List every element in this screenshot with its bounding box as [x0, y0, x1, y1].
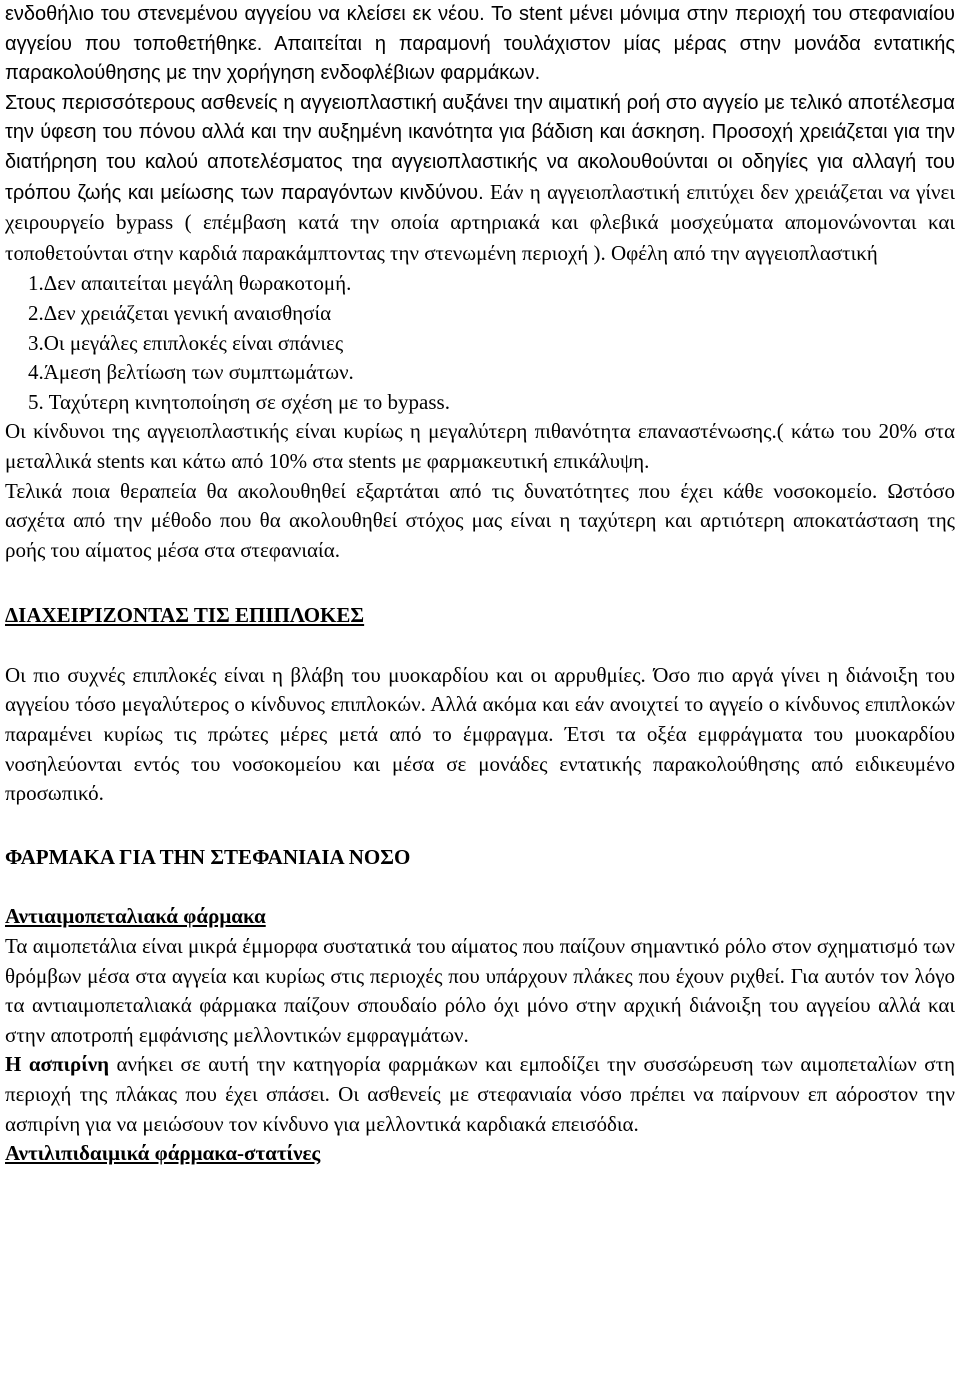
complications-paragraph: Οι πιο συχνές επιπλοκές είναι η βλάβη του μυοκαρδίου και οι αρρυθμίες. Όσο πιο αργά γίνει η διάνοιξη του αγγείου τόσο μεγαλύτερος ο κίνδυνος επιπλοκών. Αλλά ακόμα και εάν ανοιχτεί το αγγείο ο κίνδυνος επιπλοκών παραμένει κυρίως τις πρώτες μέρες μετά από το έμφραγμα. Έτσι τα οξέα εμφράγματα του μυοκαρδίου νοσηλεύονται εντός του νοσοκομείου και μέσα σε μονάδες εντατικής παρακολούθησης από ειδικευμένο προσωπικό. [5, 662, 955, 806]
complications-heading: ΔΙΑΧΕΙΡΊΖΟΝΤΑΣ ΤΙΣ ΕΠΙΠΛΟΚΕΣ [5, 603, 365, 628]
list-item: 4.Άμεση βελτίωση των συμπτωμάτων. [28, 360, 354, 385]
antiplatelet-heading: Αντιαιμοπεταλιακά φάρμακα [5, 904, 266, 929]
intro-paragraph-2 [5, 89, 955, 270]
intro-paragraph-2-text: Στους περισσότερους ασθενείς η αγγειοπλαστική αυξάνει την αιματική ροή στο αγγείο με τελικό αποτέλεσμα την ύφεση του πόνου αλλά και την αυξημένη ικανότητα για βάδιση και άσκηση. Προσοχή χρειάζεται για την διατήρηση του καλού αποτελέσματος τηα αγγειοπλαστικής να ακολουθούνται οι οδηγίες για αλλαγή του τρόπου ζωής και μείωσης των παραγόντων κινδύνου. [5, 91, 955, 204]
therapy-paragraph: Τελικά ποια θεραπεία θα ακολουθηθεί εξαρτάται από τις δυνατότητες που έχει κάθε νοσοκομείο. Ωστόσο ασχέτα από την μέθοδο που θα ακολουθηθεί στόχος μας είναι η ταχύτερη και αρτιότερη αποκατάσταση της ροής του αίματος μέσα στα στεφανιαία. [5, 478, 955, 562]
aspirin-paragraph [5, 1050, 955, 1139]
document-page [5, 0, 955, 1169]
aspirin-text: ανήκει σε αυτή την κατηγορία φαρμάκων και εμποδίζει την συσσώρευση των αιμοπεταλίων στη περιοχή της πλάκας που έχει σπάσει. Οι ασθενείς με στεφανιαία νόσο πρέπει να παίρνουν επ αόροστον την ασπιρίνη για να μειώσουν τον κίνδυνο για μελλοντικά καρδιακά επεισόδια. [5, 1052, 955, 1136]
aspirin-label: Η ασπιρίνη [5, 1052, 110, 1077]
antiplatelet-paragraph: Τα αιμοπετάλια είναι μικρά έμμορφα συστατικά του αίματος που παίζουν σημαντικό ρόλο στον σχηματισμό των θρόμβων μέσα στα αγγεία και κυρίως στις περιοχές που υπάρχουν πλάκες που έχουν ριχθεί. Για αυτόν τον λόγο τα αντιαιμοπεταλιακά φάρμακα παίζουν σπουδαίο ρόλο όχι μόνο στην αρχική διάνοιξη του αγγείου αλλά και στην αποτροπή εμφάνισης μελλοντικών εμφραγμάτων. [5, 934, 955, 1047]
list-item: 2.Δεν χρειάζεται γενική αναισθησία [28, 300, 332, 325]
list-item: 5. Ταχύτερη κινητοποίηση σε σχέση με το bypass. [28, 389, 450, 414]
intro-paragraph-3-text: Εάν η αγγειοπλαστική επιτύχει δεν χρειάζεται να γίνει χειρουργείο bypass ( επέμβαση κατά την οποία αρτηριακά και φλεβικά μοσχεύματα απομονώνονται και τοποθετούνται στην καρδιά παρακάμπτοντας την στενωμένη περιοχή ). Οφέλη από την αγγειοπλαστική [5, 179, 955, 265]
list-item: 1.Δεν απαιτείται μεγάλη θωρακοτομή. [28, 271, 352, 296]
list-item: 3.Οι μεγάλες επιπλοκές είναι σπάνιες [28, 330, 344, 355]
intro-paragraph-1: ενδοθήλιο του στενεμένου αγγείου να κλείσει εκ νέου. Το stent μένει μόνιμα στην περιοχή του στεφανιαίου αγγείου που τοποθετήθηκε. Απαιτείται η παραμονή τουλάχιστον μίας μέρας στην μονάδα εντατικής παρακολούθησης με την χορήγηση ενδοφλέβιων φαρμάκων. [5, 3, 955, 85]
drugs-heading: ΦΑΡΜΑΚΑ ΓΙΑ ΤΗΝ ΣΤΕΦΑΝΙΑΙΑ ΝΟΣΟ [5, 844, 411, 869]
benefits-list [5, 269, 955, 417]
risks-paragraph: Οι κίνδυνοι της αγγειοπλαστικής είναι κυρίως η μεγαλύτερη πιθανότητα επαναστένωσης.( κάτω του 20% στα μεταλλικά stents και κάτω από 10% στα stents με φαρμακευτική επικάλυψη. [5, 419, 955, 473]
statins-heading: Αντιλιπιδαιμικά φάρμακα-στατίνες [5, 1141, 321, 1166]
